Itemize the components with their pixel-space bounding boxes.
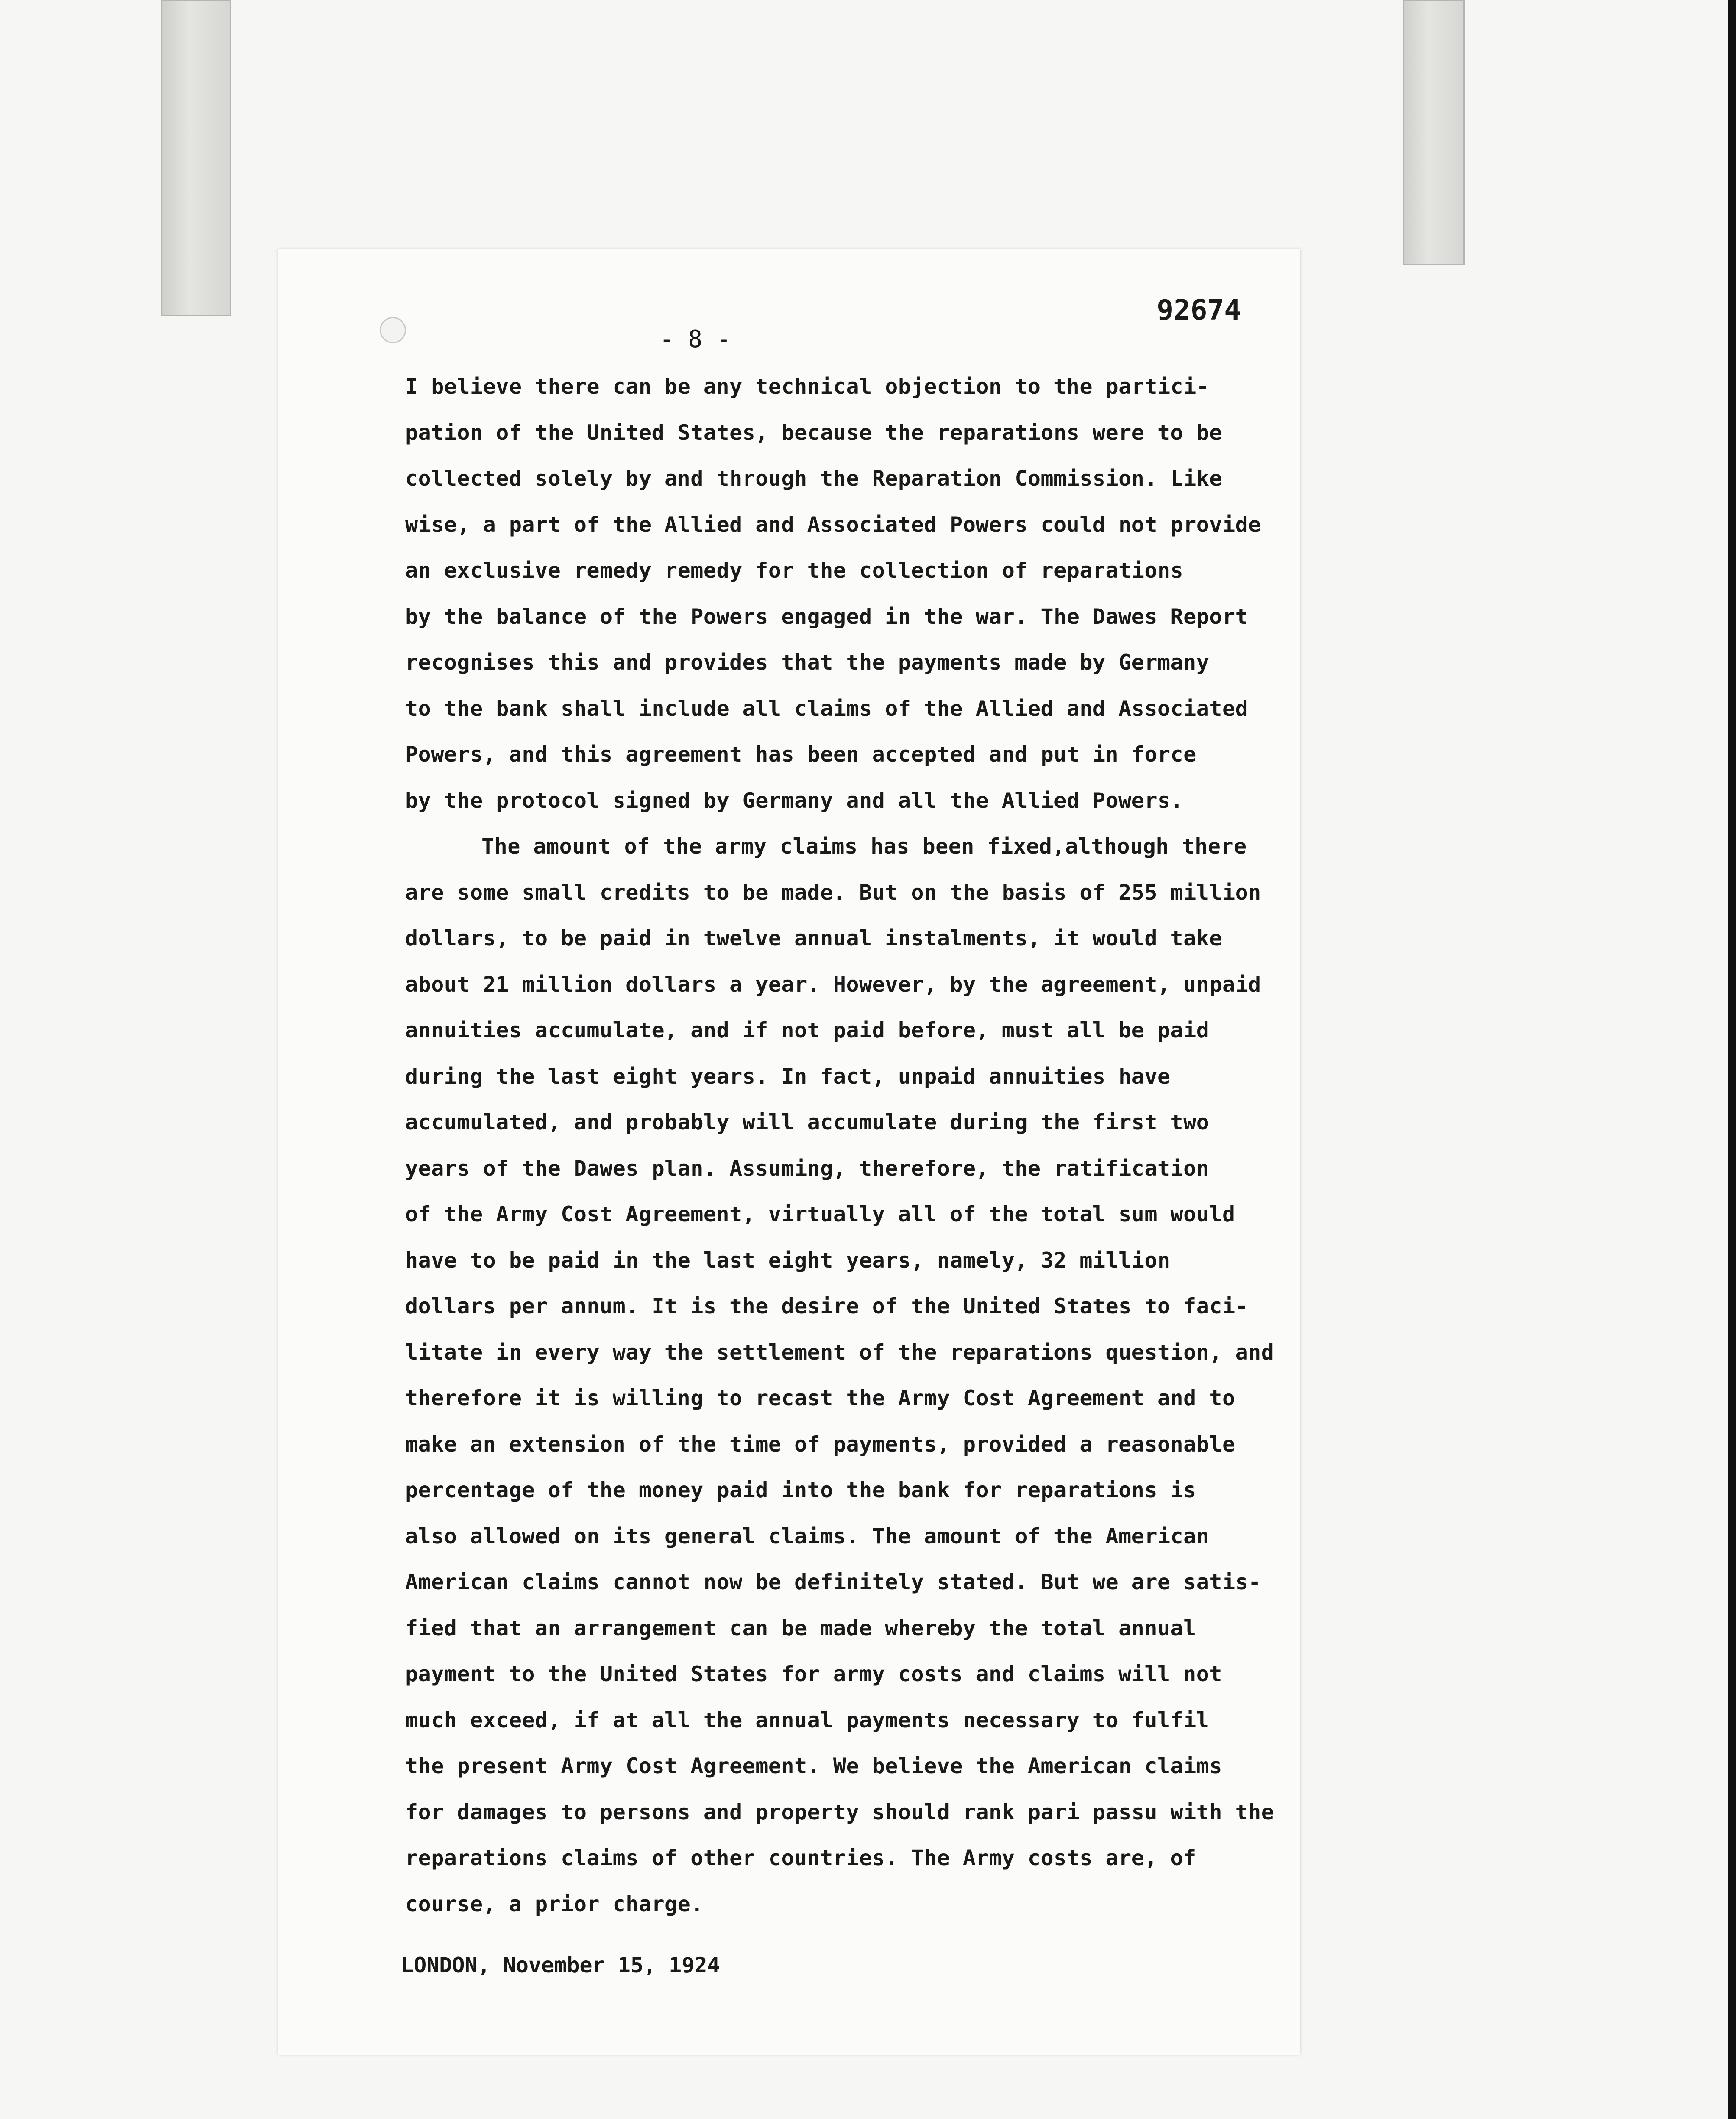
text-line: litate in every way the settlement of the reparations question, and (405, 1340, 1274, 1365)
typed-page (278, 249, 1300, 2055)
text-line: make an extension of the time of payments, provided a reasonable (405, 1432, 1235, 1457)
text-line: by the balance of the Powers engaged in the war. The Dawes Report (405, 604, 1249, 629)
text-line: therefore it is willing to recast the Army Cost Agreement and to (405, 1386, 1235, 1410)
text-line: are some small credits to be made. But on the basis of 255 million (405, 880, 1261, 905)
mounting-tape-top-left (161, 0, 231, 316)
text-line: by the protocol signed by Germany and all the Allied Powers. (405, 788, 1184, 813)
text-line: recognises this and provides that the payments made by Germany (405, 650, 1210, 675)
film-edge (1728, 0, 1736, 2119)
text-line: for damages to persons and property should rank pari passu with the (405, 1799, 1274, 1824)
text-line: have to be paid in the last eight years, namely, 32 million (405, 1248, 1171, 1273)
text-line: American claims cannot now be definitely stated. But we are satis- (405, 1570, 1261, 1594)
text-line: to the bank shall include all claims of the Allied and Associated (405, 696, 1249, 721)
text-line: fied that an arrangement can be made whereby the total annual (405, 1616, 1196, 1641)
text-line: payment to the United States for army costs and claims will not (405, 1662, 1222, 1686)
dateline: LONDON, November 15, 1924 (401, 1953, 720, 1977)
text-line: Powers, and this agreement has been accepted and put in force (405, 742, 1196, 767)
text-line: also allowed on its general claims. The amount of the American (405, 1524, 1210, 1549)
text-line: The amount of the army claims has been fixed,although there (481, 834, 1247, 859)
text-line: the present Army Cost Agreement. We believe the American claims (405, 1754, 1222, 1778)
text-line: I believe there can be any technical objection to the partici- (405, 374, 1210, 399)
text-line: course, a prior charge. (405, 1891, 704, 1916)
text-line: collected solely by and through the Reparation Commission. Like (405, 466, 1222, 491)
text-line: accumulated, and probably will accumulate during the first two (405, 1110, 1210, 1135)
text-line: dollars per annum. It is the desire of the United States to faci- (405, 1294, 1249, 1318)
text-line: much exceed, if at all the annual payments necessary to fulfil (405, 1707, 1210, 1732)
text-line: years of the Dawes plan. Assuming, therefore, the ratification (405, 1156, 1210, 1181)
text-line: percentage of the money paid into the bank for reparations is (405, 1478, 1196, 1502)
text-line: wise, a part of the Allied and Associated Powers could not provide (405, 512, 1261, 537)
text-line: during the last eight years. In fact, unpaid annuities have (405, 1064, 1171, 1089)
text-line: reparations claims of other countries. The Army costs are, of (405, 1846, 1196, 1870)
body-text (405, 364, 1274, 1927)
punch-hole (380, 317, 406, 343)
text-line: annuities accumulate, and if not paid before, must all be paid (405, 1018, 1210, 1043)
mounting-tape-top-right (1403, 0, 1465, 265)
document-number: 92674 (1157, 294, 1241, 326)
text-line: pation of the United States, because the reparations were to be (405, 420, 1222, 445)
text-line: about 21 million dollars a year. However, by the agreement, unpaid (405, 972, 1261, 997)
text-line: of the Army Cost Agreement, virtually all of the total sum would (405, 1202, 1235, 1226)
page-number: - 8 - (659, 325, 731, 353)
text-line: dollars, to be paid in twelve annual instalments, it would take (405, 926, 1222, 951)
text-line: an exclusive remedy remedy for the collection of reparations (405, 558, 1184, 583)
